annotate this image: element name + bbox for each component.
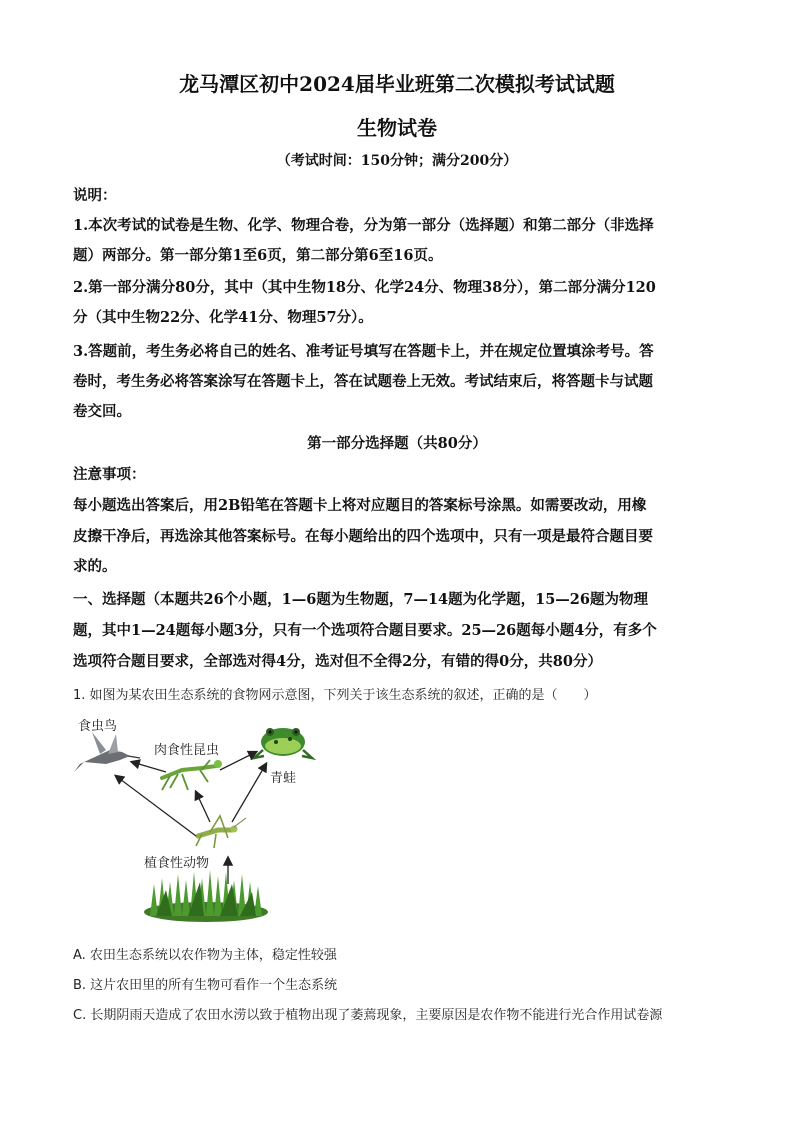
instruction-1-line-2: 题）两部分。第一部分第1至6页，第二部分第6至16页。 [73, 247, 443, 264]
arrow-insect-to-frog [220, 752, 256, 770]
exam-info: （考试时间：150分钟；满分200分） [276, 153, 518, 169]
instructions-heading: 说明： [73, 187, 117, 204]
bird-icon [74, 732, 140, 772]
option-c: C. 长期阴雨天造成了农田水涝以致于植物出现了萎蔫现象，主要原因是农作物不能进行光合作用试卷源 [73, 1008, 663, 1023]
question-1-stem: 1. 如图为某农田生态系统的食物网示意图，下列关于该生态系统的叙述，正确的是（ ） [73, 688, 597, 703]
arrow-herbivore-to-bird [116, 776, 196, 836]
subject-title: 生物试卷 [357, 116, 437, 140]
instruction-2-line-1: 2.第一部分满分80分，其中（其中生物18分、化学24分、物理38分），第二部分满分120 [73, 279, 656, 296]
food-web-figure [70, 712, 360, 927]
section-line-3: 选项符合题目要求，全部选对得4分，选对但不全得2分，有错的得0分，共80分） [73, 653, 602, 670]
instruction-3-line-2: 卷时，考生务必将答案涂写在答题卡上，答在试题卷上无效。考试结束后，将答题卡与试题 [73, 373, 653, 390]
insect-label: 肉食性昆虫 [154, 743, 220, 758]
option-b: B. 这片农田里的所有生物可看作一个生态系统 [73, 978, 338, 993]
arrow-insect-to-bird [132, 762, 166, 772]
instruction-1-line-1: 1.本次考试的试卷是生物、化学、物理合卷，分为第一部分（选择题）和第二部分（非选择 [73, 217, 654, 234]
notice-line-3: 求的。 [73, 558, 117, 575]
exam-title: 龙马潭区初中2024届毕业班第二次模拟考试试题 [179, 72, 615, 96]
frog-label: 青蛙 [270, 771, 297, 786]
instruction-3-line-1: 3.答题前，考生务必将自己的姓名、准考证号填写在答题卡上，并在规定位置填涂考号。答 [73, 343, 654, 360]
instruction-2-line-2: 分（其中生物22分、化学41分、物理57分）。 [73, 309, 373, 326]
grasshopper-icon [196, 816, 246, 848]
frog-icon [254, 728, 312, 758]
bird-label: 食虫鸟 [78, 719, 118, 734]
notice-line-2: 皮擦干净后，再选涂其他答案标号。在每小题给出的四个选项中，只有一项是最符合题目要 [73, 528, 653, 545]
arrow-herbivore-to-frog [232, 764, 266, 822]
part1-heading: 第一部分选择题（共80分） [307, 435, 487, 452]
section-line-2: 题，其中1—24题每小题3分，只有一个选项符合题目要求。25—26题每小题4分，有多个 [73, 622, 657, 639]
notice-heading: 注意事项： [73, 466, 146, 483]
grass-icon [144, 870, 268, 922]
section-line-1: 一、选择题（本题共26个小题，1—6题为生物题，7—14题为化学题，15—26题为物理 [73, 591, 648, 608]
arrow-herbivore-to-insect [196, 792, 210, 822]
mantis-icon [162, 760, 222, 790]
herbivore-label: 植食性动物 [144, 856, 210, 871]
option-a: A. 农田生态系统以农作物为主体，稳定性较强 [73, 948, 337, 963]
instruction-3-line-3: 卷交回。 [73, 403, 131, 420]
notice-line-1: 每小题选出答案后，用2B铅笔在答题卡上将对应题目的答案标号涂黑。如需要改动，用橡 [73, 497, 647, 514]
